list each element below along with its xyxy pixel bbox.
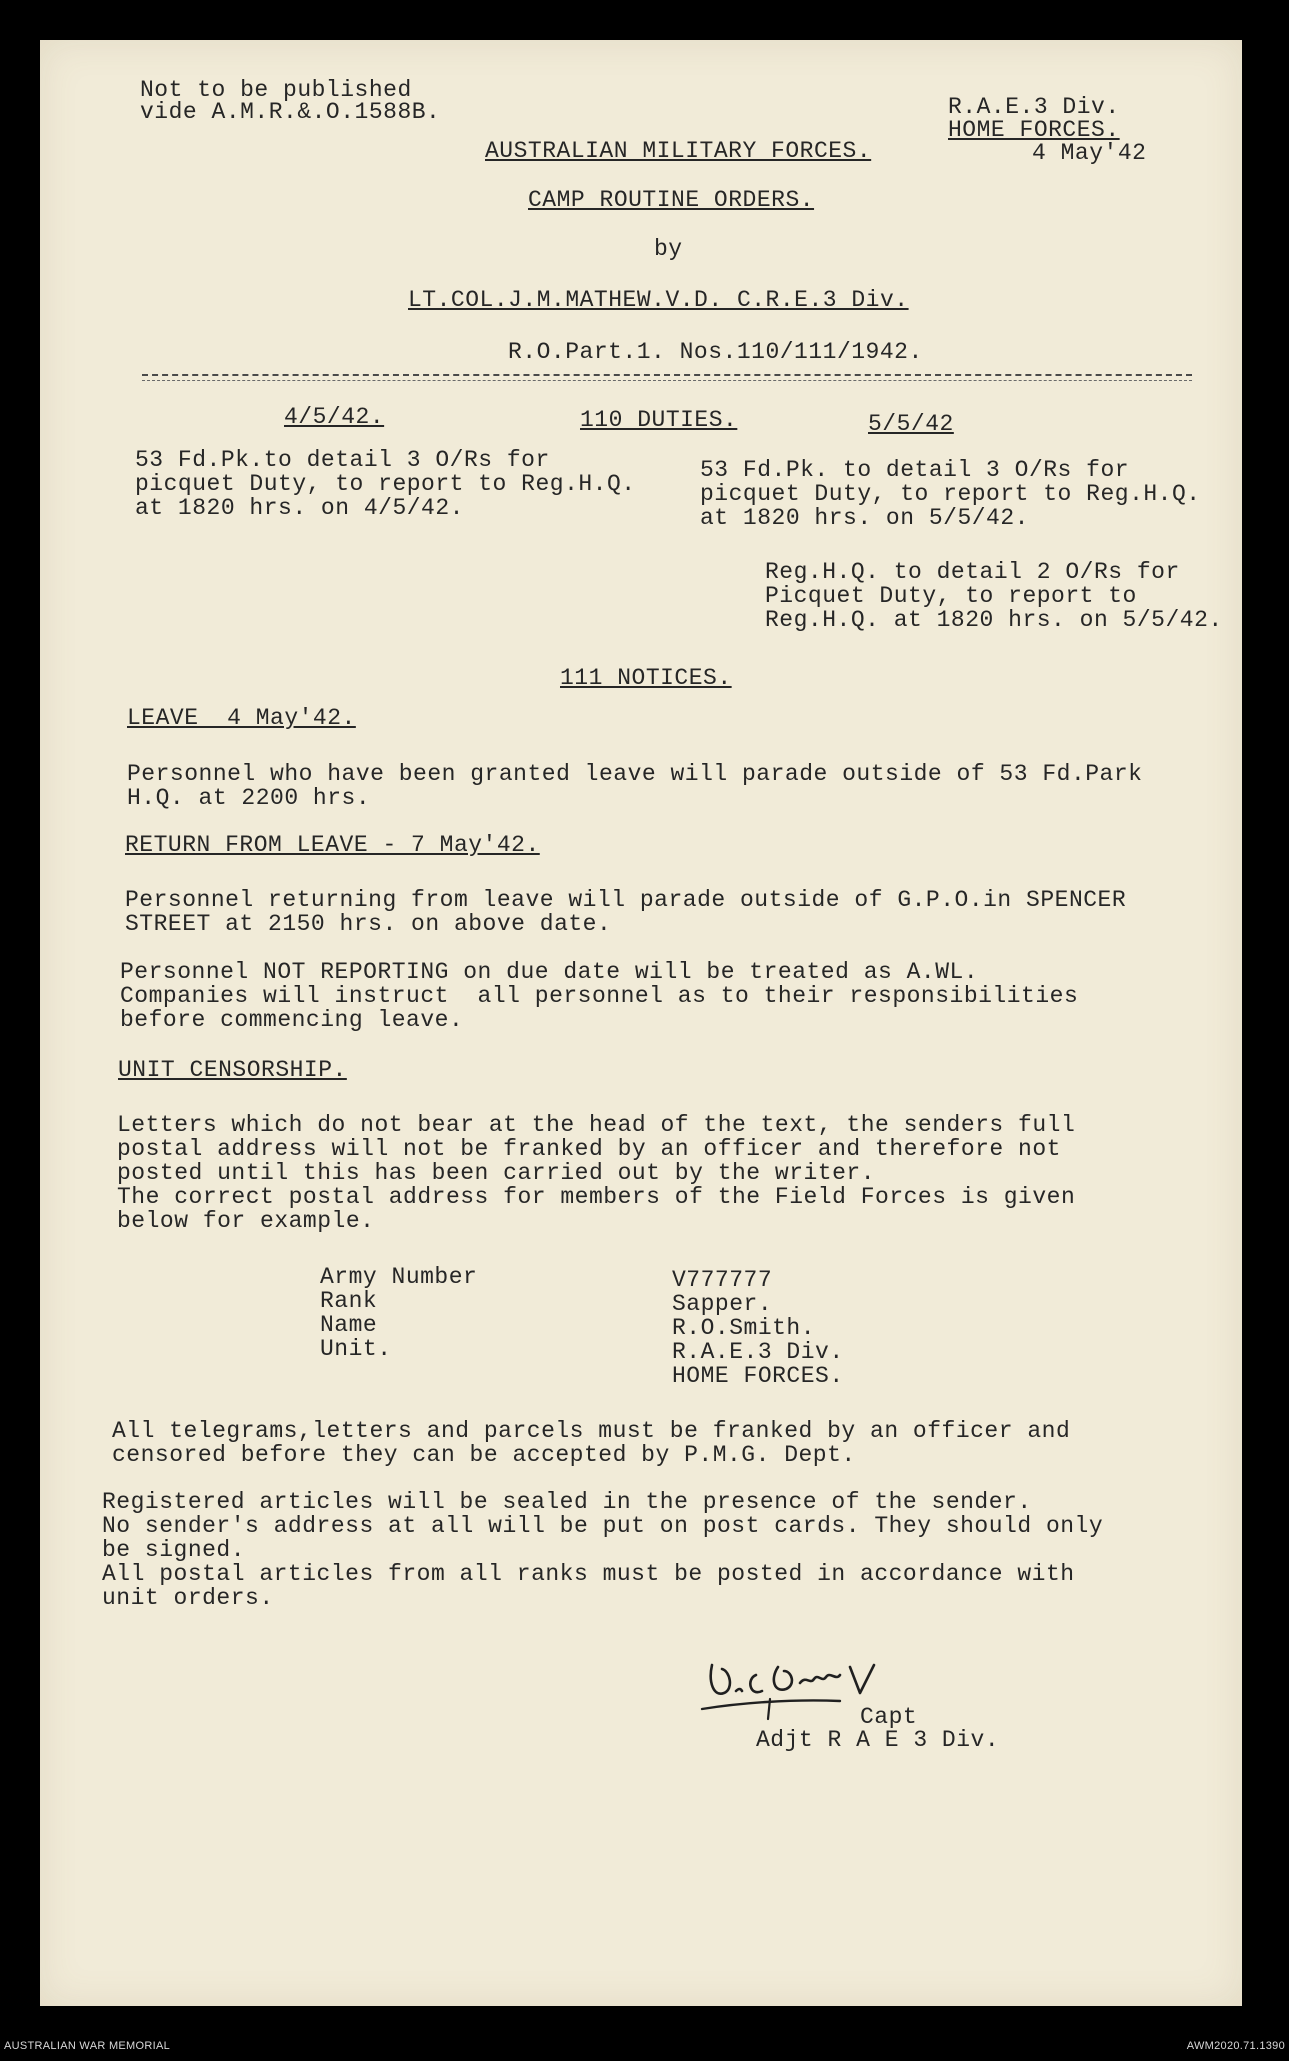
duties-right-text2: Reg.H.Q. to detail 2 O/Rs for Picquet Duty, to report to Reg.H.Q. at 1820 hrs. on 5/5/42.	[765, 559, 1223, 633]
title-by: by	[654, 236, 683, 262]
telegrams-text: All telegrams,letters and parcels must be franked by an officer and censored before they can be accepted by P.M.G. Dept.	[112, 1418, 1071, 1468]
title-order-numbers: R.O.Part.1. Nos.110/111/1942.	[508, 339, 923, 365]
archive-reference: AWM2020.71.1390	[1186, 2040, 1285, 2052]
return-heading: RETURN FROM LEAVE - 7 May'42.	[125, 832, 540, 858]
notices-heading: 111 NOTICES.	[560, 665, 732, 691]
title-commander: LT.COL.J.M.MATHEW.V.D. C.R.E.3 Div.	[408, 287, 909, 313]
unit-forces: HOME FORCES.	[948, 117, 1120, 143]
censorship-heading: UNIT CENSORSHIP.	[118, 1057, 347, 1083]
leave-text: Personnel who have been granted leave will parade outside of 53 Fd.Park H.Q. at 2200 hrs.	[127, 761, 1143, 811]
awl-text: Personnel NOT REPORTING on due date will be treated as A.WL. Companies will instruct all personnel as to their responsibilities before commencing leave.	[120, 959, 1079, 1033]
leave-heading: LEAVE 4 May'42.	[127, 705, 356, 731]
censorship-text: Letters which do not bear at the head of the text, the senders full postal address will not be franked by an officer and therefore not posted until this has been carried out by the writer. The correct postal address for members of the Field Forces is given below for example.	[117, 1112, 1076, 1234]
duties-right-text: 53 Fd.Pk. to detail 3 O/Rs for picquet Duty, to report to Reg.H.Q. at 1820 hrs. on 5/5/42.	[700, 457, 1201, 531]
document-date: 4 May'42	[1032, 140, 1147, 166]
duties-heading: 110 DUTIES.	[580, 407, 738, 433]
signatory-rank: Capt	[860, 1704, 918, 1730]
signatory-appointment: Adjt R A E 3 Div.	[756, 1727, 1000, 1753]
unit-name: R.A.E.3 Div.	[948, 94, 1120, 120]
publication-restriction-line1: Not to be published	[140, 77, 412, 103]
publication-restriction-line2: vide A.M.R.&.O.1588B.	[140, 99, 441, 125]
title-line1: AUSTRALIAN MILITARY FORCES.	[485, 138, 872, 164]
header-divider	[142, 374, 1192, 381]
duties-date-right: 5/5/42	[868, 411, 954, 437]
address-labels: Army Number Rank Name Unit.	[320, 1264, 478, 1362]
address-values: V777777 Sapper. R.O.Smith. R.A.E.3 Div. HOME FORCES.	[672, 1267, 844, 1389]
duties-left-text: 53 Fd.Pk.to detail 3 O/Rs for picquet Duty, to report to Reg.H.Q. at 1820 hrs. on 4/5/42.	[135, 447, 636, 521]
registered-text: Registered articles will be sealed in the presence of the sender. No sender's address at all will be put on post cards. They should only be signed. All postal articles from all ranks must be posted in accordance with unit orders.	[102, 1489, 1104, 1611]
title-line2: CAMP ROUTINE ORDERS.	[528, 187, 815, 213]
return-text: Personnel returning from leave will parade outside of G.P.O.in SPENCER STREET at 2150 hrs. on above date.	[125, 887, 1127, 937]
document-page	[40, 40, 1242, 2006]
duties-date-left: 4/5/42.	[284, 404, 385, 430]
archive-credit: AUSTRALIAN WAR MEMORIAL	[4, 2040, 171, 2052]
